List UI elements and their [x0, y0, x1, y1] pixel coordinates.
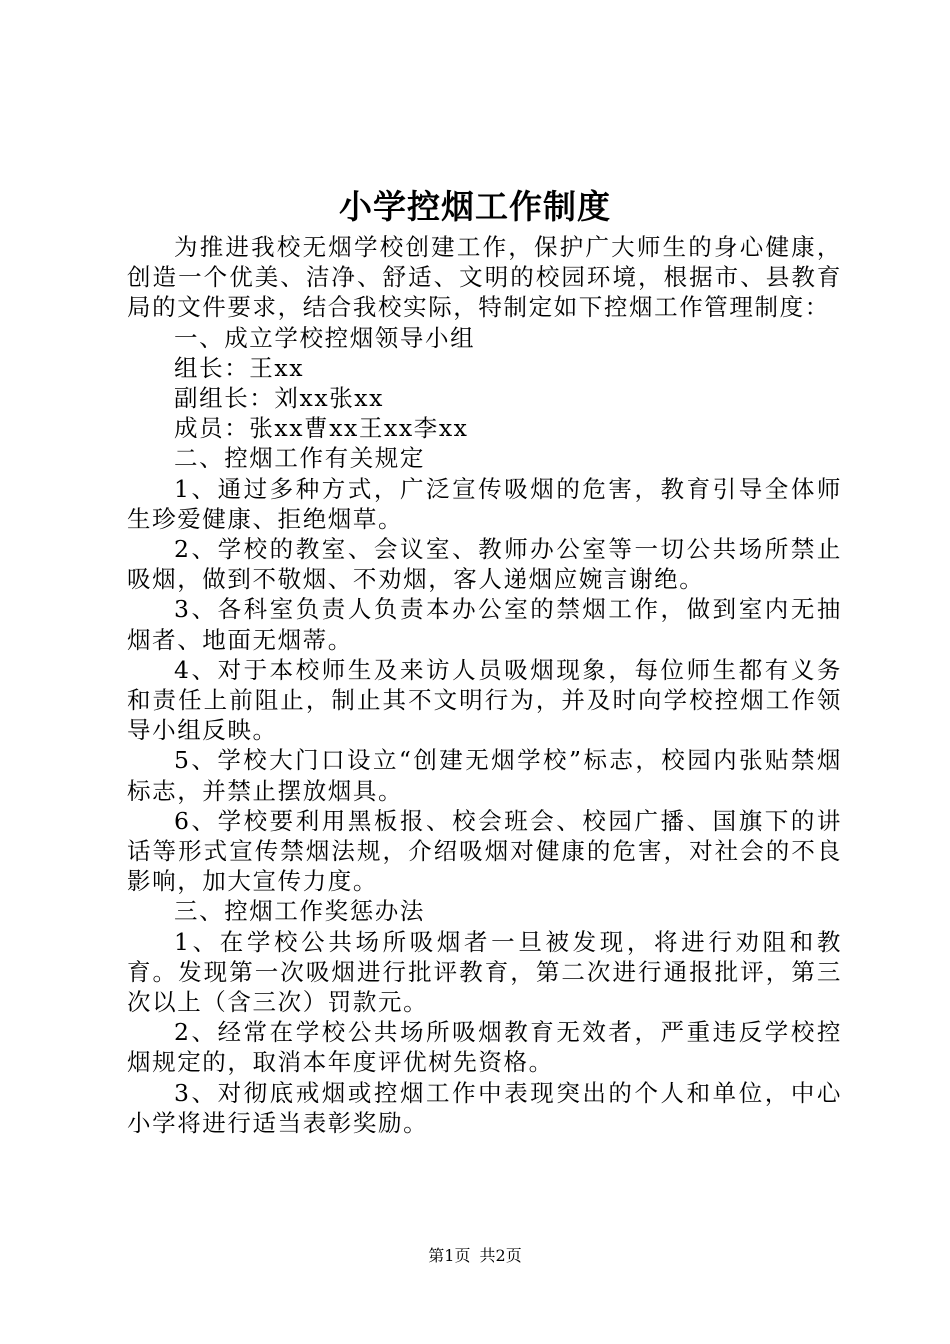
document-title: 小学控烟工作制度 [339, 187, 611, 226]
page-footer [0, 1245, 950, 1267]
rule-item-5: 5、学校大门口设立“创建无烟学校”标志，校园内张贴禁烟标志，并禁止摆放烟具。 [127, 746, 842, 805]
intro-paragraph: 为推进我校无烟学校创建工作，保护广大师生的身心健康，创造一个优美、洁净、舒适、文明的校园环境，根据市、县教育局的文件要求，结合我校实际，特制定如下控烟工作管理制度： [127, 233, 842, 322]
reward-item-3: 3、对彻底戒烟或控烟工作中表现突出的个人和单位，中心小学将进行适当表彰奖励。 [127, 1078, 842, 1137]
section-heading-3: 三、控烟工作奖惩办法 [174, 897, 425, 926]
group-leader-line: 组长：王xx [174, 353, 305, 382]
rule-item-1: 1、通过多种方式，广泛宣传吸烟的危害，教育引导全体师生珍爱健康、拒绝烟草。 [127, 474, 842, 533]
document-body [127, 232, 842, 1138]
page-total: 共2页 [479, 1246, 522, 1265]
reward-item-1: 1、在学校公共场所吸烟者一旦被发现，将进行劝阻和教育。发现第一次吸烟进行批评教育，第二次进行通报批评，第三次以上（含三次）罚款元。 [127, 927, 842, 1017]
rule-item-6: 6、学校要利用黑板报、校会班会、校园广播、国旗下的讲话等形式宣传禁烟法规，介绍吸烟对健康的危害，对社会的不良影响，加大宣传力度。 [127, 806, 842, 896]
page-number: 第1页 [428, 1246, 471, 1265]
rule-item-2: 2、学校的教室、会议室、教师办公室等一切公共场所禁止吸烟，做到不敬烟、不劝烟，客人递烟应婉言谢绝。 [127, 535, 842, 594]
section-heading-1: 一、成立学校控烟领导小组 [174, 323, 476, 352]
section-heading-2: 二、控烟工作有关规定 [174, 444, 425, 473]
deputy-leader-line: 副组长：刘xx张xx [174, 384, 385, 413]
members-line: 成员：张xx曹xx王xx李xx [174, 414, 469, 443]
reward-item-2: 2、经常在学校公共场所吸烟教育无效者，严重违反学校控烟规定的，取消本年度评优树先资格。 [127, 1018, 842, 1077]
rule-item-3: 3、各科室负责人负责本办公室的禁烟工作，做到室内无抽烟者、地面无烟蒂。 [127, 595, 842, 654]
rule-item-4: 4、对于本校师生及来访人员吸烟现象，每位师生都有义务和责任上前阻止，制止其不文明行为，并及时向学校控烟工作领导小组反映。 [127, 655, 842, 745]
